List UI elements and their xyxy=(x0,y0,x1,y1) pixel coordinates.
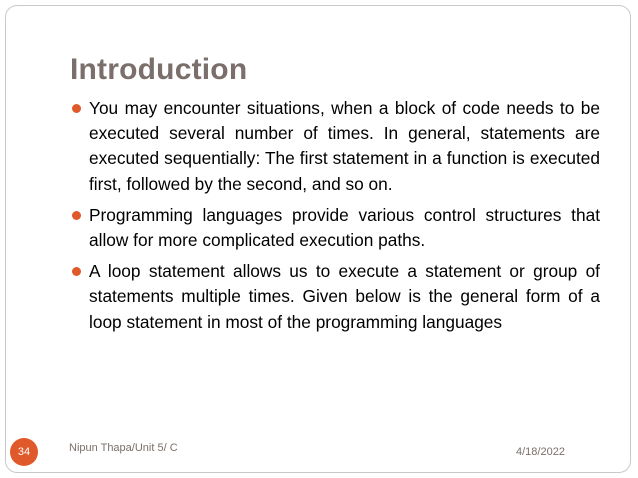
page-number-badge: 34 xyxy=(10,438,38,466)
bullet-item xyxy=(70,203,600,253)
bullet-dot-icon xyxy=(72,211,81,220)
bullet-text: You may encounter situations, when a block of code needs to be executed several number of times. In general, statements are executed sequentially: The first statement in a function is executed first, followed by the second, and so on. xyxy=(89,98,600,194)
bullet-dot-icon xyxy=(72,104,81,113)
footer-date: 4/18/2022 xyxy=(516,446,565,458)
bullet-item xyxy=(70,96,600,197)
bullet-item xyxy=(70,259,600,335)
bullet-dot-icon xyxy=(72,267,81,276)
bullet-text: A loop statement allows us to execute a statement or group of statements multiple times. Given below is the general form of a loop statement in most of the programming languages xyxy=(89,261,600,332)
bullet-text: Programming languages provide various control structures that allow for more complicated execution paths. xyxy=(89,204,600,251)
bullet-list xyxy=(70,96,600,341)
slide-title: Introduction xyxy=(70,53,248,86)
footer-author: Nipun Thapa/Unit 5/ C xyxy=(69,442,178,454)
